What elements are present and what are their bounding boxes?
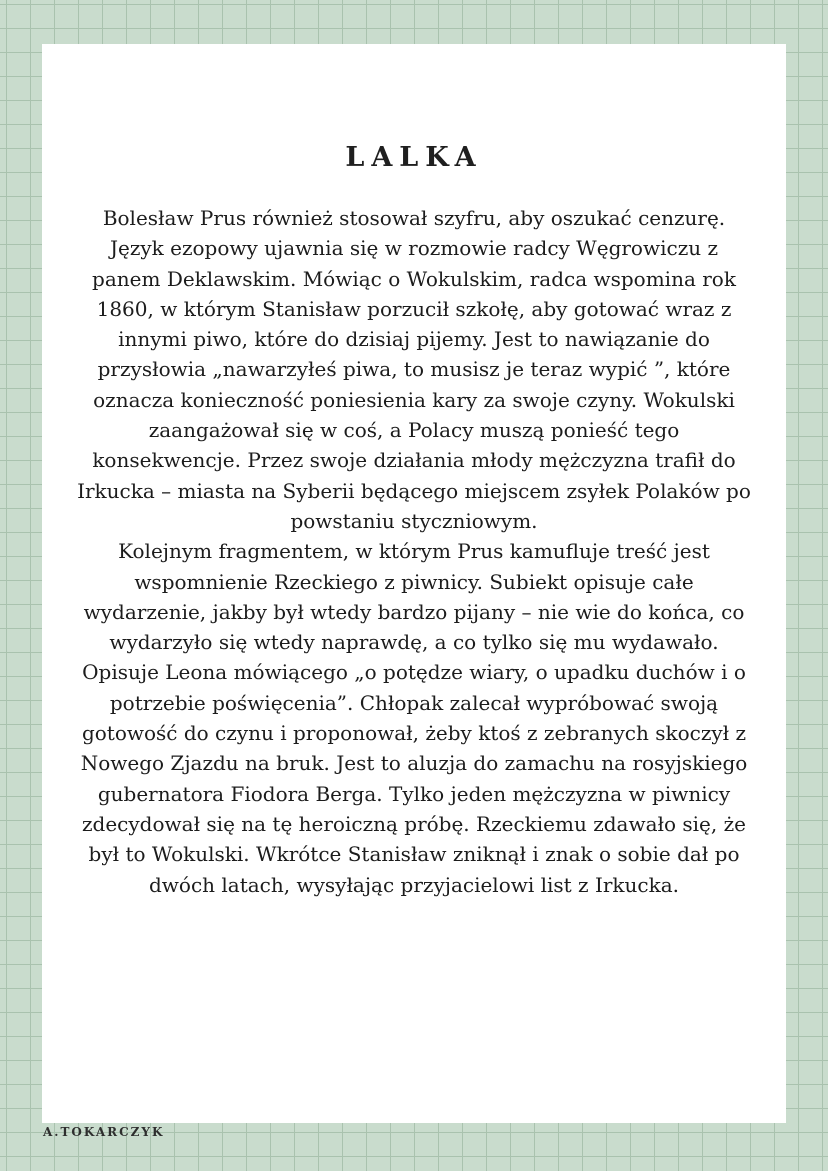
paragraph: Bolesław Prus również stosował szyfru, aby oszukać cenzurę.: [102, 206, 726, 230]
body-text: [74, 203, 754, 900]
paragraph: Język ezopowy ujawnia się w rozmowie radcy Węgrowiczu z panem Deklawskim. Mówiąc o Wokulskim, radca wspomina rok 1860, w którym Stanisław porzucił szkołę, aby gotować wraz z innymi piwo, które do dzisiaj pijemy. Jest to nawiązanie do przysłowia „nawarzyłeś piwa, to musisz je teraz wypić ”, które oznacza konieczność poniesienia kary za swoje czyny. Wokulski zaangażował się w coś, a Polacy muszą ponieść tego konsekwencje. Przez swoje działania młody mężczyzna trafił do Irkucka – miasta na Syberii będącego miejscem zsyłek Polaków po powstaniu styczniowym.: [77, 236, 751, 533]
paragraph: Kolejnym fragmentem, w którym Prus kamufluje treść jest wspomnienie Rzeckiego z piwnicy. Subiekt opisuje całe wydarzenie, jakby był wtedy bardzo pijany – nie wie do końca, co wydarzyło się wtedy naprawdę, a co tylko się mu wydawało. Opisuje Leona mówiącego „o potędze wiary, o upadku duchów i o potrzebie poświęcenia”. Chłopak zalecał wypróbować swoją gotowość do czynu i proponował, żeby ktoś z zebranych skoczył z Nowego Zjazdu na bruk. Jest to aluzja do zamachu na rosyjskiego gubernatora Fiodora Berga. Tylko jeden mężczyzna w piwnicy zdecydował się na tę heroiczną próbę. Rzeckiemu zdawało się, że był to Wokulski. Wkrótce Stanisław zniknął i znak o sobie dał po dwóch latach, wysyłając przyjacielowi list z Irkucka.: [80, 539, 748, 897]
document-title: LALKA: [345, 142, 483, 173]
author-credit: A.TOKARCZYK: [43, 1125, 165, 1139]
